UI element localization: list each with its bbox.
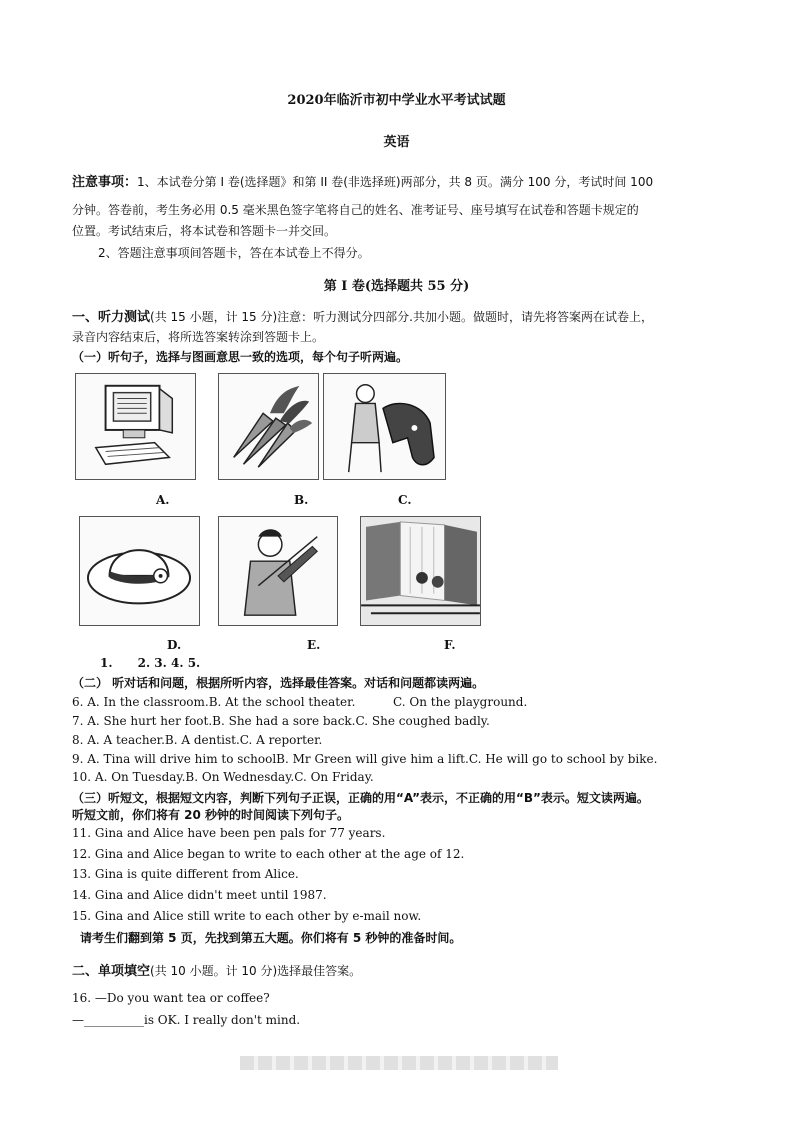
computer-icon — [76, 374, 195, 479]
question-8: 8. A. A teacher.B. A dentist.C. A reporter. — [72, 733, 323, 747]
notice-label: 注意事项： — [72, 175, 138, 190]
section-one-heading: （一）听句子，选择与图画意思一致的选项，每个句子听两遍。 — [72, 350, 409, 364]
section-three-heading: （三）听短文，根据短文内容，判断下列句子正误，正确的用“A”表示，不正确的用“B”表示。短文读两遍。 — [72, 791, 649, 805]
picture-b — [218, 373, 319, 480]
violin-player-icon — [219, 517, 337, 625]
part-one-title: 第 I 卷(选择题共 55 分) — [323, 279, 470, 294]
question-15: 15. Gina and Alice still write to each other by e-mail now. — [72, 909, 422, 923]
question-16: 16. —Do you want tea or coffee? — [72, 991, 270, 1005]
label-b: B. — [294, 493, 309, 507]
listening-heading: 一、听力测试(共 15 小题，计 15 分)注意：听力测试分四部分.共加小题。做题时，请先将答案两在试卷上， — [72, 310, 653, 325]
listening-note: 录音内容结束后，将所选答案转涂到答题卡上。 — [72, 330, 325, 344]
question-6-option-c: C. On the playground. — [393, 695, 528, 709]
picture-d — [79, 516, 200, 626]
picture-c — [323, 373, 446, 480]
waterfall-icon — [361, 517, 480, 625]
section-three-note: 听短文前，你们将有 20 秒钟的时间阅读下列句子。 — [72, 808, 350, 822]
notice-line-4: 2、答题注意事项间答题卡，答在本试卷上不得分。 — [98, 246, 370, 260]
subject-title: 英语 — [383, 135, 410, 150]
grammar-heading: 二、单项填空(共 10 小题。计 10 分)选择最佳答案。 — [72, 964, 362, 979]
notice-line-1: 注意事项：1、本试卷分第 I 卷(选择题》和第 II 卷(非选择班)两部分，共 8 页。满分 100 分，考试时间 100 — [72, 175, 654, 190]
picture-a — [75, 373, 196, 480]
question-12: 12. Gina and Alice began to write to each other at the age of 12. — [72, 847, 465, 861]
hat-icon — [80, 517, 199, 625]
section-two-heading: （二） 听对话和问题，根据所听内容，选择最佳答案。对话和问题都读两遍。 — [72, 676, 485, 690]
label-e: E. — [307, 638, 321, 652]
notice-line-3: 位置。考试结束后，将本试卷和答题卡一并交回。 — [72, 224, 337, 238]
question-14: 14. Gina and Alice didn't meet until 1987. — [72, 888, 327, 902]
question-13: 13. Gina is quite different from Alice. — [72, 867, 299, 881]
question-11: 11. Gina and Alice have been pen pals for 77 years. — [72, 826, 386, 840]
question-9: 9. A. Tina will drive him to schoolB. Mr Green will give him a lift.C. He will go to school by bike. — [72, 752, 658, 766]
blurred-watermark — [240, 1056, 558, 1070]
notice-line-2: 分钟。答卷前，考生务必用 0.5 毫米黑色签字笔将自己的姓名、准考证号、座号填写在试卷和答题卡规定的 — [72, 203, 639, 217]
picture-e — [218, 516, 338, 626]
label-a: A. — [156, 493, 170, 507]
label-d: D. — [167, 638, 182, 652]
picture-f — [360, 516, 481, 626]
label-c: C. — [398, 493, 412, 507]
question-numbers-1-5: 1. 2. 3. 4. 5. — [100, 656, 201, 670]
question-16-answer: —__________is OK. I really don't mind. — [72, 1013, 301, 1027]
exam-title: 2020年临沂市初中学业水平考试试题 — [287, 93, 506, 108]
carrots-icon — [219, 374, 318, 479]
label-f: F. — [444, 638, 456, 652]
question-6: 6. A. In the classroom.B. At the school theater. — [72, 695, 356, 709]
question-10: 10. A. On Tuesday.B. On Wednesday.C. On Friday. — [72, 770, 374, 784]
question-7: 7. A. She hurt her foot.B. She had a sore back.C. She coughed badly. — [72, 714, 490, 728]
turn-page-instruction: 请考生们翻到第 5 页，先找到第五大题。你们将有 5 秒钟的准备时间。 — [80, 931, 462, 945]
girl-with-horse-icon — [324, 374, 445, 479]
